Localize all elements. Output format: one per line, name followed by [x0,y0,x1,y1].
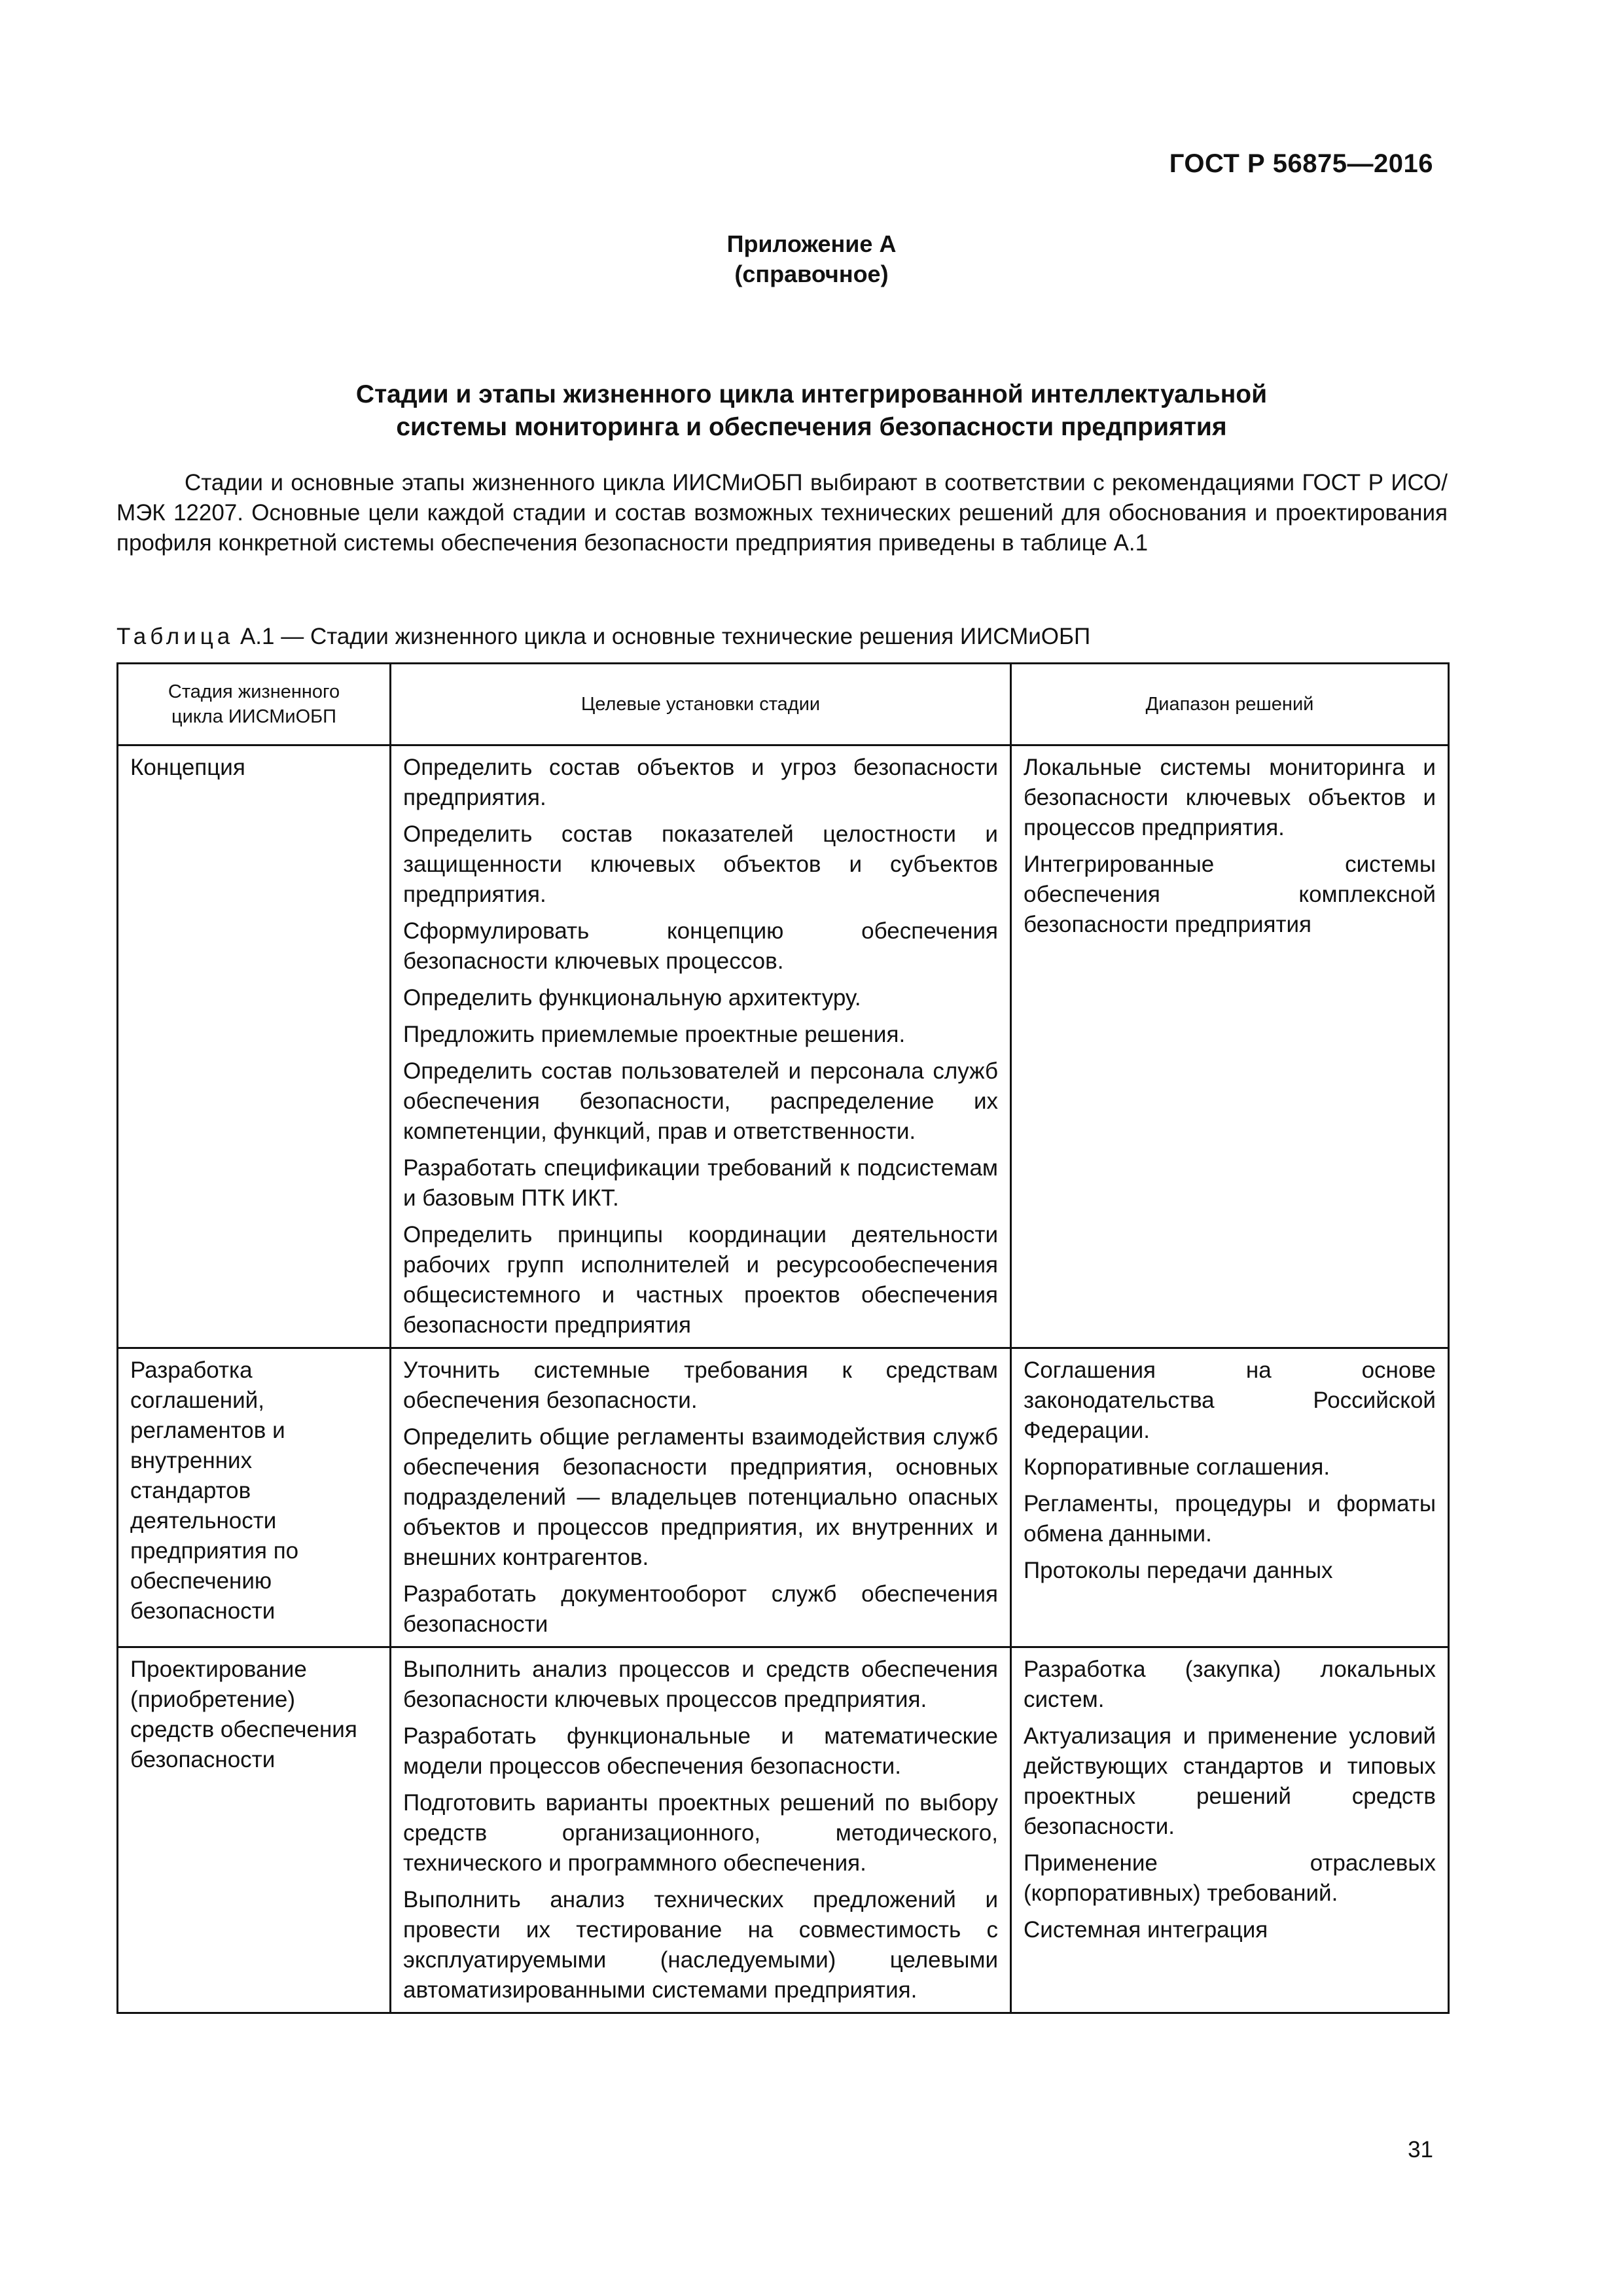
solution-item: Локальные системы мониторинга и безопасности ключевых объектов и процессов предприятия. [1024,755,1436,840]
goal-item: Разработать функциональные и математические модели процессов обеспечения безопасности. [403,1723,998,1779]
table-caption [116,622,1090,652]
annex-type: (справочное) [734,260,889,287]
annex-title-line-1: Стадии и этапы жизненного цикла интегрированной интеллектуальной [355,380,1268,408]
annex-title [0,378,1623,444]
goal-item: Предложить приемлемые проектные решения. [403,1022,906,1047]
header-stage-line-1: Стадия жизненного [168,681,340,702]
goal-item: Определить общие регламенты взаимодействия служб обеспечения безопасности предприятия, основных подразделений — владельцев потенциально опасных объектов и процессов предприятия, их внутренних и внешних контрагентов. [403,1424,998,1570]
intro-paragraph: Стадии и основные этапы жизненного цикла ИИСМиОБП выбирают в соответствии с рекомендациями ГОСТ Р ИСО/МЭК 12207. Основные цели каждой стадии и состав возможных технических решений для обоснования и проектирования профиля конкретной системы обеспечения безопасности предприятия приведены в таблице А.1 [116,470,1448,556]
solutions-cell [1011,1348,1449,1647]
table-row [118,745,1449,1348]
goal-item: Определить состав показателей целостности и защищенности ключевых объектов и субъектов предприятия. [403,821,998,907]
table-row [118,1348,1449,1647]
annex-label: Приложение А [726,230,897,257]
goal-item: Определить принципы координации деятельности рабочих групп исполнителей и ресурсообеспечения общесистемного и частных проектов обеспечения безопасности предприятия [403,1222,998,1338]
goals-cell [391,1647,1011,2013]
solution-item: Корпоративные соглашения. [1024,1454,1330,1480]
goal-item: Выполнить анализ процессов и средств обеспечения безопасности ключевых процессов предприятия. [403,1657,998,1712]
solution-item: Актуализация и применение условий действующих стандартов и типовых проектных решений средств безопасности. [1024,1723,1436,1839]
annex-heading [0,229,1623,289]
lifecycle-table [116,662,1450,2014]
stage-cell: Концепция [118,745,391,1348]
goals-cell [391,745,1011,1348]
header-stage [118,664,391,745]
solution-item: Интегрированные системы обеспечения комплексной безопасности предприятия [1024,852,1436,937]
solution-item: Разработка (закупка) локальных систем. [1024,1657,1436,1712]
solutions-cell [1011,1647,1449,2013]
header-stage-line-2: цикла ИИСМиОБП [171,706,337,727]
solution-item: Системная интеграция [1024,1917,1268,1943]
header-goals: Целевые установки стадии [391,664,1011,745]
table-row [118,1647,1449,2013]
stage-cell: Проектирование (приобретение) средств обеспечения безопасности [118,1647,391,2013]
table-caption-text: А.1 — Стадии жизненного цикла и основные технические решения ИИСМиОБП [234,624,1091,649]
goal-item: Уточнить системные требования к средствам обеспечения безопасности. [403,1357,998,1413]
solution-item: Регламенты, процедуры и форматы обмена данными. [1024,1491,1436,1547]
page-number: 31 [1408,2137,1433,2162]
goal-item: Подготовить варианты проектных решений по выбору средств организационного, методического, технического и программного обеспечения. [403,1790,998,1876]
goals-cell [391,1348,1011,1647]
annex-title-line-2: системы мониторинга и обеспечения безопасности предприятия [396,413,1227,441]
goal-item: Выполнить анализ технических предложений и провести их тестирование на совместимость с эксплуатируемыми (наследуемыми) целевыми автоматизированными системами предприятия. [403,1887,998,2003]
table-caption-label: Таблица [116,624,234,649]
stage-cell: Разработка соглашений, регламентов и внутренних стандартов деятельности предприятия по обеспечению безопасности [118,1348,391,1647]
standard-number: ГОСТ Р 56875—2016 [1169,149,1433,178]
goal-item: Сформулировать концепцию обеспечения безопасности ключевых процессов. [403,918,998,974]
goal-item: Разработать документооборот служб обеспечения безопасности [403,1581,998,1637]
table-header-row [118,664,1449,745]
solution-item: Соглашения на основе законодательства Российской Федерации. [1024,1357,1436,1443]
goal-item: Разработать спецификации требований к подсистемам и базовым ПТК ИКТ. [403,1155,998,1211]
solution-item: Протоколы передачи данных [1024,1558,1333,1583]
goal-item: Определить состав объектов и угроз безопасности предприятия. [403,755,998,810]
solutions-cell [1011,745,1449,1348]
goal-item: Определить функциональную архитектуру. [403,985,861,1011]
solution-item: Применение отраслевых (корпоративных) требований. [1024,1850,1436,1906]
goal-item: Определить состав пользователей и персонала служб обеспечения безопасности, распределение их компетенции, функций, прав и ответственности. [403,1058,998,1144]
header-solutions: Диапазон решений [1011,664,1449,745]
